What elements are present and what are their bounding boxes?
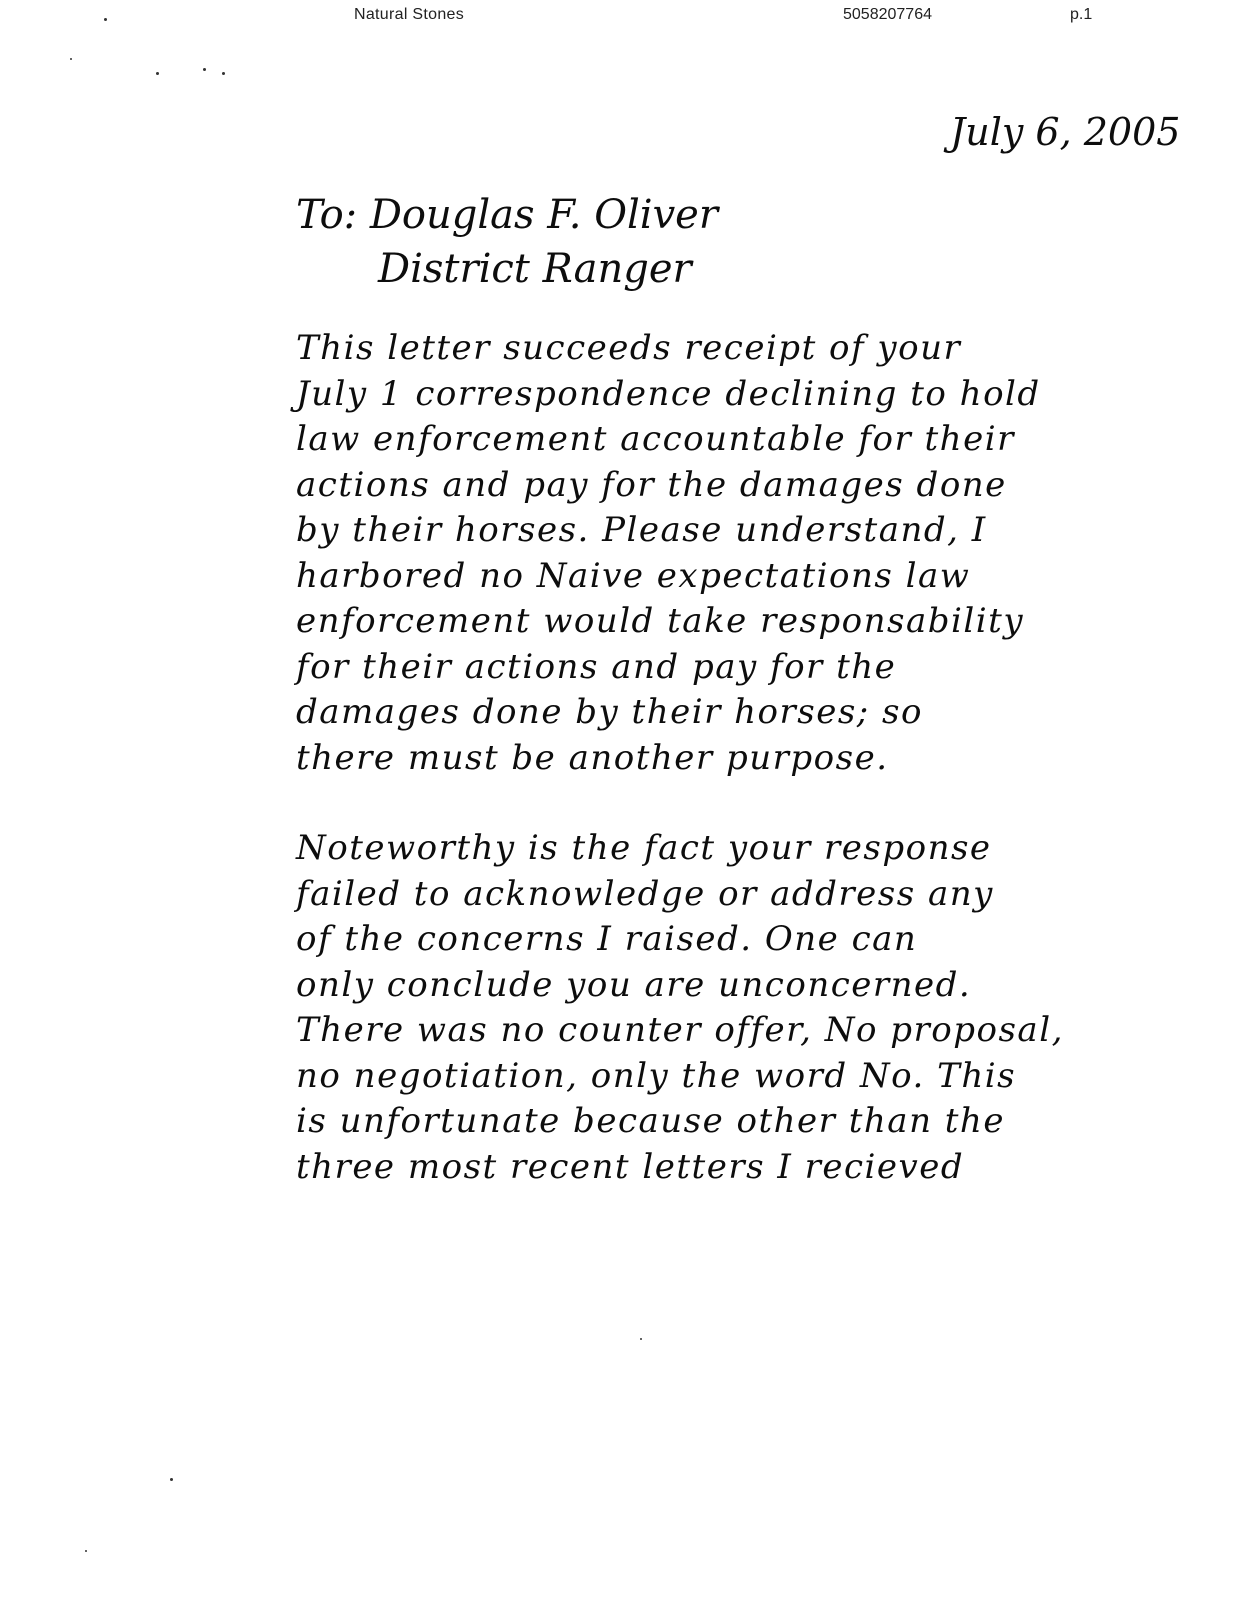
paragraph-line: actions and pay for the damages done — [296, 464, 1007, 505]
paragraph-line: is unfortunate because other than the — [296, 1101, 1005, 1141]
paragraph-line: There was no counter offer, No proposal, — [296, 1010, 1064, 1050]
paragraph-line: failed to acknowledge or address any — [296, 873, 994, 914]
letter-recipient: To: Douglas F. Oliver — [296, 192, 718, 238]
paragraph-line: only conclude you are unconcerned. — [296, 964, 972, 1005]
fax-sender-name: Natural Stones — [354, 6, 465, 23]
paragraph-line: enforcement would take responsability — [296, 601, 1025, 641]
letter-recipient-title: District Ranger — [378, 246, 692, 292]
fax-phone-number: 5058207764 — [843, 6, 932, 23]
paragraph-line: of the concerns I raised. One can — [296, 919, 918, 959]
paragraph-line: This letter succeeds receipt of your — [296, 328, 962, 368]
fax-page-number: p.1 — [1070, 6, 1093, 23]
paragraph-line: July 1 correspondence declining to hold — [296, 373, 1041, 414]
paragraph-line: harbored no Naive expectations law — [296, 555, 971, 596]
letter-date: July 6, 2005 — [950, 110, 1181, 154]
letter-paragraph-2 — [296, 826, 1076, 1190]
scan-speck — [85, 1550, 87, 1552]
scan-speck — [203, 68, 206, 71]
fax-header — [0, 6, 1256, 32]
paragraph-line: Noteworthy is the fact your response — [296, 828, 992, 868]
paragraph-line: by their horses. Please understand, I — [296, 510, 987, 550]
scan-speck — [70, 58, 72, 60]
paragraph-line: no negotiation, only the word No. This — [296, 1055, 1017, 1096]
paragraph-line: there must be another purpose. — [296, 737, 889, 778]
scan-speck — [222, 72, 225, 75]
paragraph-line: for their actions and pay for the — [296, 646, 897, 687]
paragraph-line: three most recent letters I recieved — [296, 1146, 965, 1187]
paragraph-line: law enforcement accountable for their — [296, 419, 1015, 459]
scan-speck — [104, 18, 107, 21]
scan-speck — [156, 72, 159, 75]
paragraph-line: damages done by their horses; so — [296, 692, 923, 732]
letter-paragraph-1 — [296, 326, 1076, 781]
scan-speck — [170, 1478, 173, 1481]
scan-speck — [640, 1338, 642, 1340]
